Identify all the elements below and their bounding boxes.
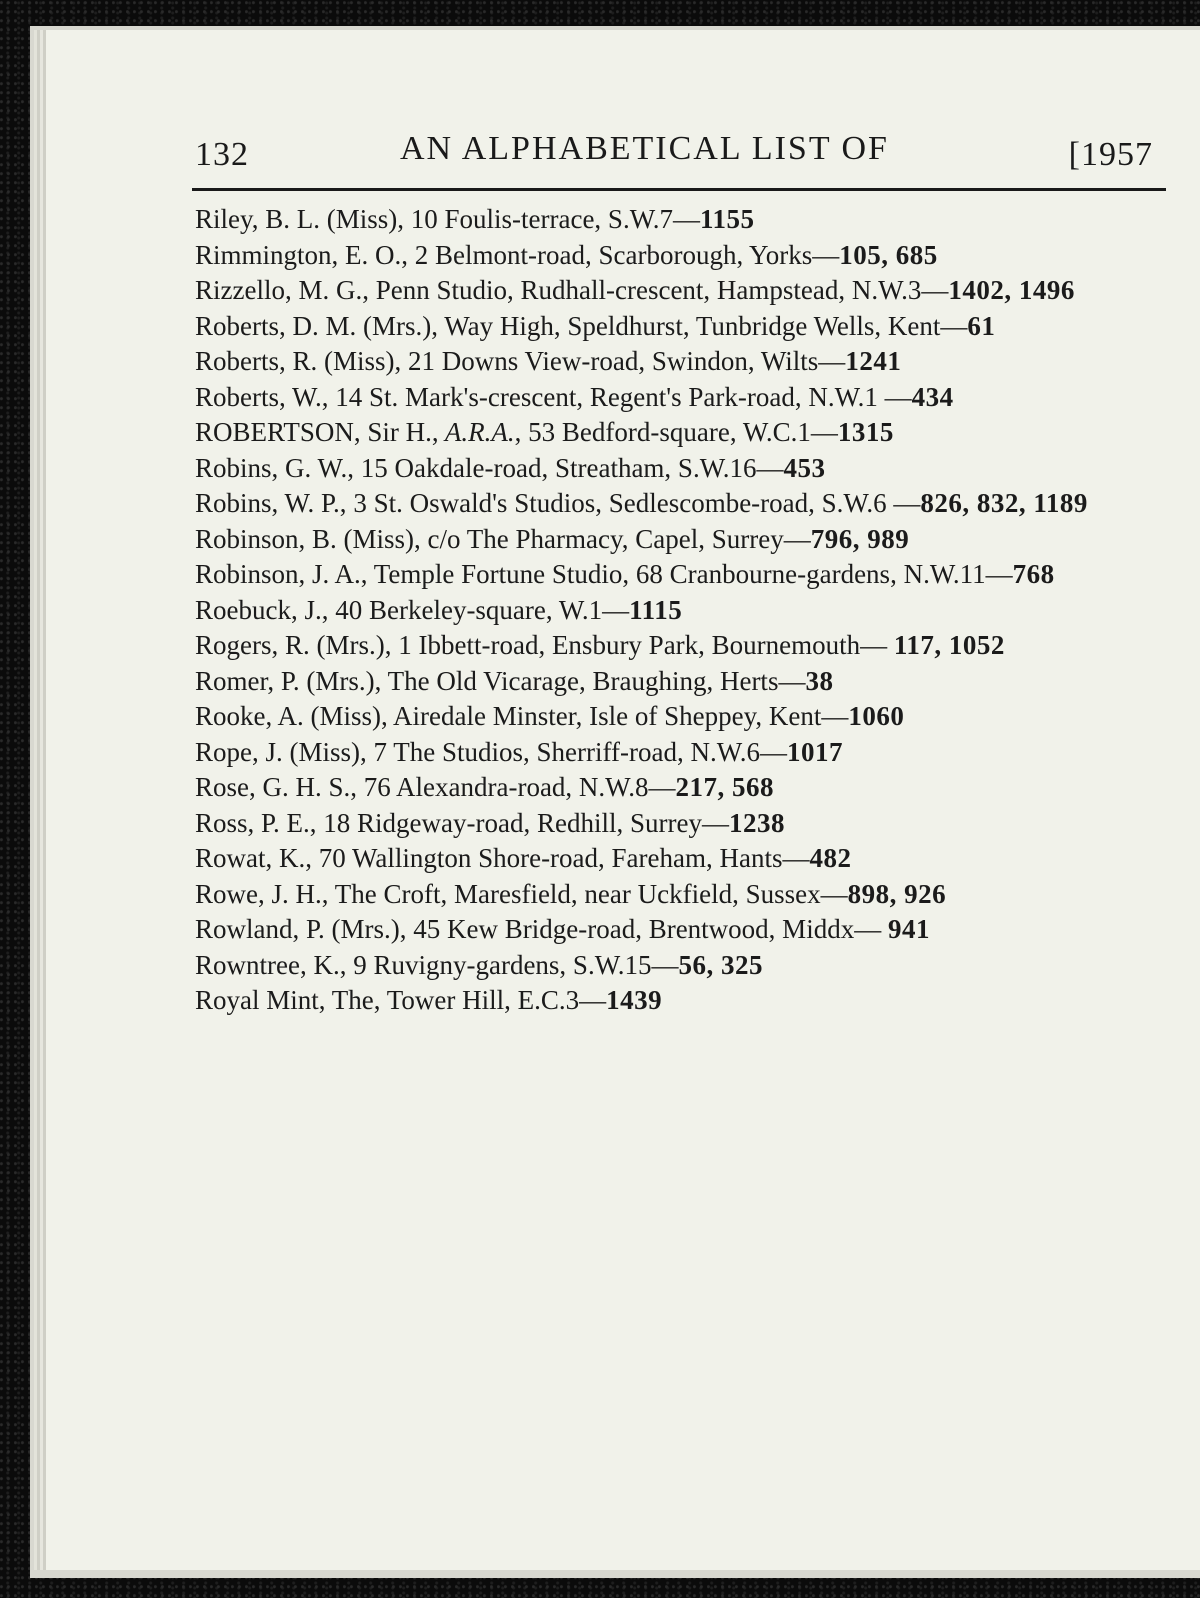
entry-numbers: 826, 832, 1189 — [920, 488, 1088, 518]
entry-address: c/o The Pharmacy, Capel, Surrey— — [420, 523, 811, 554]
entry-address: Tower Hill, E.C.3— — [380, 985, 607, 1015]
entry-address: 1 Ibbett-road, Ensbury Park, Bournemouth— — [391, 630, 894, 660]
entry-numbers: 1017 — [786, 736, 843, 767]
entry-name: ROBERTSON, Sir H., — [195, 417, 439, 447]
running-title: AN ALPHABETICAL LIST OF — [400, 130, 889, 167]
list-entry — [195, 273, 1155, 309]
entry-numbers: 56, 325 — [678, 949, 763, 980]
entry-address: Airedale Minster, Isle of Sheppey, Kent— — [387, 701, 849, 731]
list-entry — [195, 912, 1155, 948]
list-entry — [195, 593, 1155, 629]
entry-address: Way High, Speldhurst, Tunbridge Wells, Kent— — [438, 310, 968, 341]
entry-numbers: 1402, 1496 — [948, 275, 1075, 305]
list-entry — [195, 841, 1155, 877]
entry-address: 18 Ridgeway-road, Redhill, Surrey— — [316, 807, 729, 838]
entry-name: Robins, W. P., — [195, 488, 347, 518]
entry-name: Roberts, D. M. (Mrs.), — [195, 310, 438, 341]
entry-name: Rowland, P. (Mrs.), — [195, 914, 407, 944]
entry-name: Riley, B. L. (Miss), — [195, 204, 404, 234]
entry-address: 15 Oakdale-road, Streatham, S.W.16— — [354, 452, 784, 483]
list-entry — [195, 415, 1155, 451]
entry-address: Penn Studio, Rudhall-crescent, Hampstead, N.W.3— — [368, 275, 949, 305]
page-header — [195, 130, 1165, 180]
header-rule — [192, 188, 1166, 191]
entry-address: 9 Ruvigny-gardens, S.W.15— — [346, 949, 679, 980]
entry-numbers: 1315 — [837, 417, 894, 447]
entry-name: Rimmington, E. O., — [195, 239, 409, 270]
entry-name: Roberts, W., — [195, 381, 329, 412]
list-entry — [195, 948, 1155, 984]
list-entry — [195, 380, 1155, 416]
entry-name: Rowe, J. H., — [195, 878, 329, 909]
list-entry — [195, 806, 1155, 842]
entry-numbers: 61 — [967, 310, 996, 341]
list-entry — [195, 983, 1155, 1019]
list-entry — [195, 699, 1155, 735]
entry-address: 70 Wallington Shore-road, Fareham, Hants— — [312, 843, 810, 873]
entry-numbers: 768 — [1012, 559, 1055, 589]
entry-name: Rope, J. (Miss), — [195, 736, 367, 767]
entry-address: The Old Vicarage, Braughing, Herts— — [381, 665, 806, 696]
list-entry — [195, 451, 1155, 487]
entry-numbers: 117, 1052 — [893, 630, 1005, 660]
entry-name: Romer, P. (Mrs.), — [195, 665, 382, 696]
entry-name: Royal Mint, The, — [195, 985, 381, 1015]
entry-name: Rogers, R. (Mrs.), — [195, 630, 392, 660]
entry-name: Roberts, R. (Miss), — [195, 346, 402, 376]
entry-numbers: 1060 — [848, 701, 905, 731]
entry-numbers: 434 — [911, 381, 954, 412]
entry-numbers: 482 — [809, 843, 852, 873]
entry-numbers: 898, 926 — [847, 878, 947, 909]
entry-address: 3 St. Oswald's Studios, Sedlescombe-road, S.W.6 — — [346, 488, 921, 518]
list-entry — [195, 344, 1155, 380]
list-entry — [195, 202, 1155, 238]
entry-address: 40 Berkeley-square, W.1— — [328, 594, 630, 625]
list-entry — [195, 522, 1155, 558]
entry-name: Roebuck, J., — [195, 594, 329, 625]
page-number: 132 — [195, 136, 249, 173]
entry-numbers: 217, 568 — [675, 772, 774, 802]
entry-name: Rose, G. H. S., — [195, 772, 358, 802]
entry-numbers: 453 — [783, 452, 826, 483]
entry-name: Robinson, J. A., — [195, 559, 368, 589]
entry-numbers: 1241 — [845, 346, 902, 376]
entry-name: Rooke, A. (Miss), — [195, 701, 388, 731]
list-entry — [195, 770, 1155, 806]
entry-address: Temple Fortune Studio, 68 Cranbourne-gardens, N.W.11— — [367, 559, 1013, 589]
entry-numbers: 941 — [887, 914, 930, 944]
entry-name: Rowat, K., — [195, 843, 312, 873]
list-entry — [195, 664, 1155, 700]
entry-numbers: 1155 — [699, 204, 755, 234]
list-entry — [195, 238, 1155, 274]
entry-address: 76 Alexandra-road, N.W.8— — [357, 772, 676, 802]
entry-address: 14 St. Mark's-crescent, Regent's Park-road, N.W.1 — — [328, 381, 912, 412]
list-entry — [195, 309, 1155, 345]
entry-numbers: 38 — [805, 665, 834, 696]
entry-name: Robinson, B. (Miss), — [195, 523, 421, 554]
entry-address: 21 Downs View-road, Swindon, Wilts— — [401, 346, 846, 376]
entry-address: , 53 Bedford-square, W.C.1— — [514, 417, 838, 447]
entry-numbers: 1439 — [606, 985, 663, 1015]
entry-name: Robins, G. W., — [195, 452, 355, 483]
entry-name: Rizzello, M. G., — [195, 275, 369, 305]
list-entry — [195, 877, 1155, 913]
entry-honorific: A.R.A. — [438, 417, 515, 447]
year-label: [1957 — [1068, 136, 1153, 173]
entry-address: 2 Belmont-road, Scarborough, Yorks— — [408, 239, 840, 270]
entry-address: 7 The Studios, Sherriff-road, N.W.6— — [366, 736, 787, 767]
entry-numbers: 105, 685 — [839, 239, 938, 270]
list-entry — [195, 557, 1155, 593]
list-entry — [195, 735, 1155, 771]
entry-address: 10 Foulis-terrace, S.W.7— — [404, 204, 700, 234]
entry-name: Ross, P. E., — [195, 807, 317, 838]
entry-address: 45 Kew Bridge-road, Brentwood, Middx— — [406, 914, 888, 944]
list-entry — [195, 628, 1155, 664]
entry-numbers: 1238 — [728, 807, 785, 838]
list-entry — [195, 486, 1155, 522]
entry-address: The Croft, Maresfield, near Uckfield, Sussex— — [328, 878, 848, 909]
entry-numbers: 1115 — [629, 594, 683, 625]
entry-name: Rowntree, K., — [195, 949, 347, 980]
entry-numbers: 796, 989 — [810, 523, 910, 554]
entry-list — [195, 202, 1155, 1019]
